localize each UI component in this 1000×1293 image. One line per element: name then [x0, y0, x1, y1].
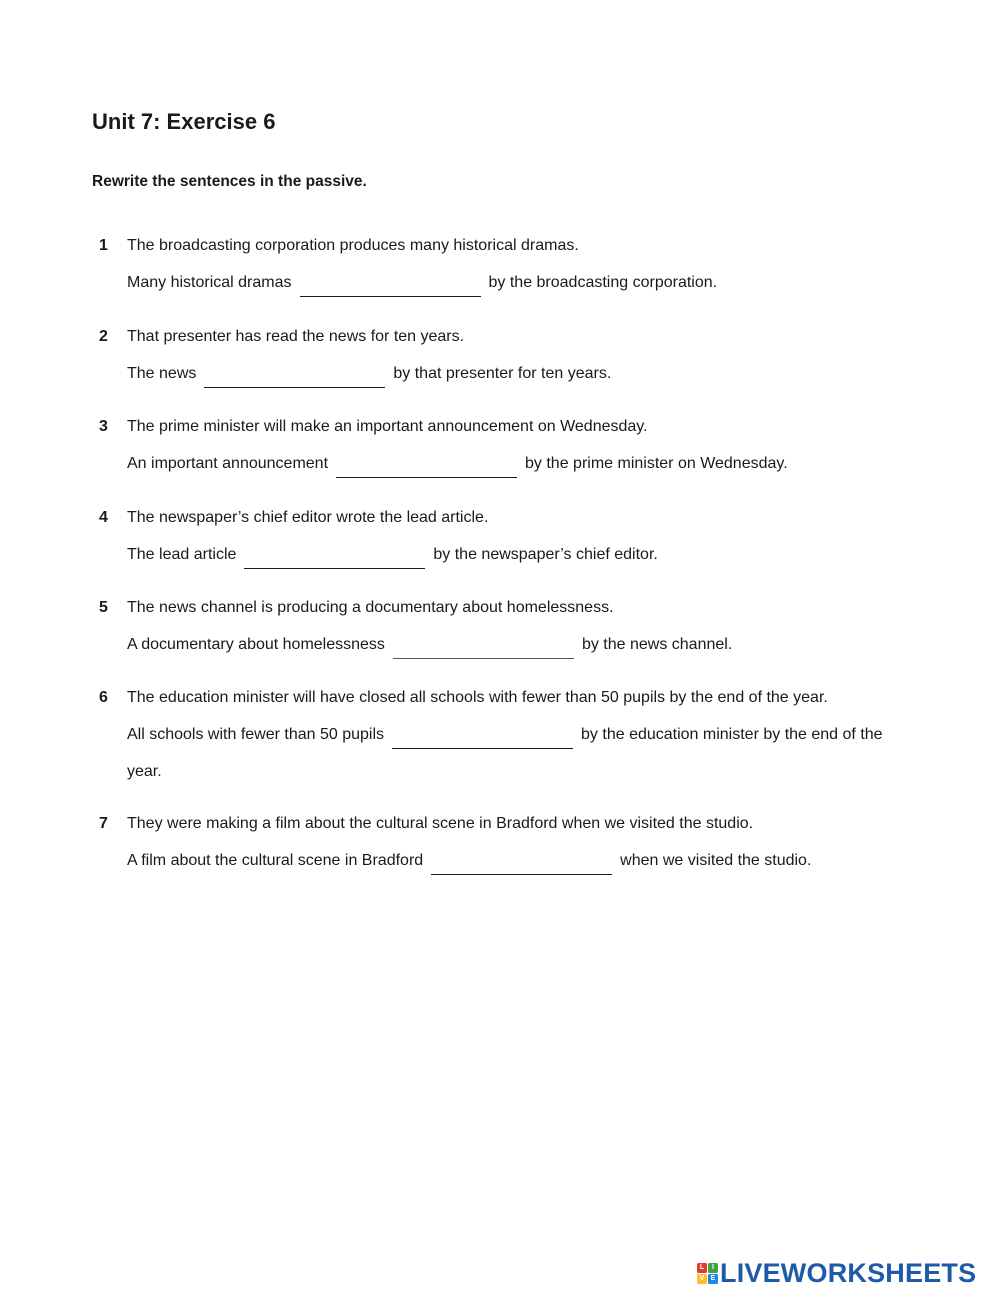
- logo-block: E: [708, 1274, 718, 1284]
- instruction-text: Rewrite the sentences in the passive.: [92, 173, 367, 190]
- answer-suffix: by that presenter for ten years.: [393, 365, 612, 382]
- answer-blank-3[interactable]: [336, 459, 517, 478]
- logo-block: I: [708, 1263, 718, 1273]
- answer-prefix: The lead article: [127, 546, 237, 563]
- original-sentence: The prime minister will make an important announcement on Wednesday.: [127, 418, 648, 435]
- item-number: 7: [99, 815, 108, 832]
- logo-text: LIVEWORKSHEETS: [720, 1258, 977, 1288]
- liveworksheets-logo[interactable]: [697, 1258, 976, 1288]
- answer-suffix: by the prime minister on Wednesday.: [525, 455, 788, 472]
- item-number: 1: [99, 237, 108, 254]
- answer-prefix: Many historical dramas: [127, 274, 292, 291]
- answer-prefix: The news: [127, 365, 197, 382]
- answer-suffix: when we visited the studio.: [620, 852, 812, 869]
- item-number: 2: [99, 328, 108, 345]
- answer-blank-5[interactable]: [393, 640, 574, 659]
- answer-blank-1[interactable]: [300, 278, 481, 297]
- original-sentence: That presenter has read the news for ten years.: [127, 328, 465, 345]
- answer-prefix: An important announcement: [127, 455, 329, 472]
- answer-line: [127, 842, 897, 879]
- original-sentence: The education minister will have closed all schools with fewer than 50 pupils by the end of the year.: [127, 689, 828, 706]
- item-number: 6: [99, 689, 108, 706]
- original-sentence: The newspaper’s chief editor wrote the lead article.: [127, 509, 489, 526]
- original-sentence: The broadcasting corporation produces many historical dramas.: [127, 237, 579, 254]
- answer-blank-7[interactable]: [431, 856, 612, 875]
- logo-block: L: [697, 1263, 707, 1273]
- answer-prefix: All schools with fewer than 50 pupils: [127, 726, 385, 743]
- item-number: 5: [99, 599, 108, 616]
- answer-blank-4[interactable]: [244, 550, 425, 569]
- answer-suffix: by the education minister by the end of the year.: [127, 726, 883, 780]
- answer-suffix: by the news channel.: [581, 636, 733, 653]
- answer-suffix: by the newspaper’s chief editor.: [433, 546, 658, 563]
- answer-blank-6[interactable]: [392, 730, 573, 749]
- answer-suffix: by the broadcasting corporation.: [488, 274, 718, 291]
- answer-line: [127, 445, 897, 482]
- answer-line: [127, 626, 897, 663]
- answer-prefix: A film about the cultural scene in Bradford: [127, 852, 424, 869]
- answer-line: [127, 264, 897, 301]
- answer-blank-2[interactable]: [204, 369, 385, 388]
- item-number: 3: [99, 418, 108, 435]
- original-sentence: The news channel is producing a documentary about homelessness.: [127, 599, 614, 616]
- answer-line: [127, 355, 897, 392]
- answer-prefix: A documentary about homelessness: [127, 636, 385, 653]
- item-number: 4: [99, 509, 108, 526]
- page-title: Unit 7: Exercise 6: [92, 109, 276, 134]
- original-sentence: They were making a film about the cultural scene in Bradford when we visited the studio.: [127, 815, 754, 832]
- logo-block: V: [697, 1274, 707, 1284]
- logo-blocks-icon: [697, 1263, 718, 1284]
- answer-line: [127, 536, 897, 573]
- answer-line: [127, 716, 897, 790]
